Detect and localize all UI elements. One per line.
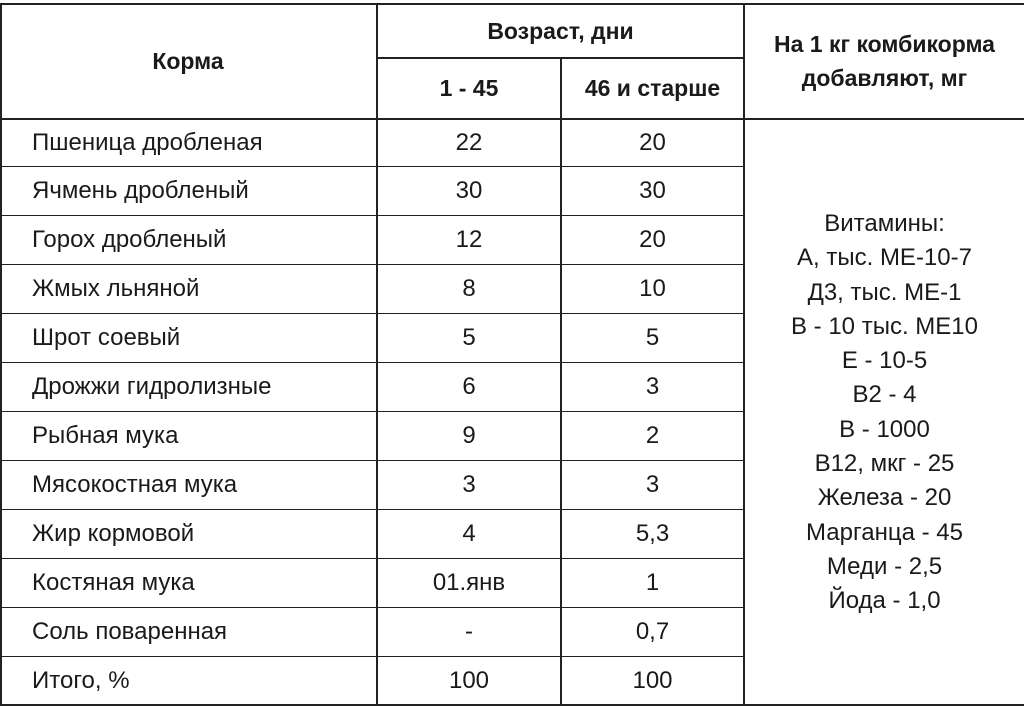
mineral-item: Меди - 2,5 [826,552,943,580]
vitamin-item: Д3, тыс. МЕ-1 [807,278,962,306]
total-age-46-plus: 100 [632,666,673,694]
feed-name: Дрожжи гидролизные [32,373,272,400]
value-age-1-45: 9 [462,422,476,449]
value-age-1-45: 8 [462,275,476,302]
feed-name: Ячмень дробленый [32,177,249,204]
vitamin-item: В2 - 4 [852,381,917,409]
value-age-1-45: 12 [455,226,483,253]
value-age-46-plus: 1 [645,569,660,596]
value-age-1-45: 30 [455,177,483,204]
total-label: Итого, % [32,666,130,694]
value-age-1-45: 3 [462,471,476,498]
value-age-46-plus: 3 [645,471,660,498]
value-age-46-plus: 5,3 [635,520,670,547]
value-age-46-plus: 0,7 [635,618,670,645]
vitamin-item: А, тыс. МЕ-10-7 [797,244,972,272]
feed-name: Шрот соевый [32,324,181,351]
value-age-1-45: 22 [455,129,483,156]
value-age-1-45: 6 [462,373,476,400]
value-age-46-plus: 5 [645,324,660,351]
value-age-46-plus: 3 [645,373,660,400]
value-age-1-45: 01.янв [432,569,506,596]
header-feeds: Корма [152,47,224,74]
header-additives-line2: добавляют, мг [801,65,968,91]
vitamins-list [745,207,1024,619]
vitamin-item: В12, мкг - 25 [814,450,955,478]
value-age-46-plus: 10 [639,275,666,302]
feed-name: Рыбная мука [32,422,179,449]
value-age-46-plus: 2 [645,422,660,449]
header-age-days: Возраст, дни [487,17,634,44]
header-age-col1: 1 - 45 [439,75,499,101]
vitamin-item: Е - 10-5 [841,347,928,375]
value-age-1-45: 5 [462,324,476,351]
vitamin-item: В - 10 тыс. МЕ10 [791,312,978,340]
mineral-item: Йода - 1,0 [828,587,941,615]
feed-name: Мясокостная мука [32,471,238,498]
feed-name: Жир кормовой [32,520,195,547]
value-age-46-plus: 30 [639,177,666,204]
total-age-1-45: 100 [448,666,490,694]
mineral-item: Железа - 20 [817,484,952,512]
vitamin-item: В - 1000 [839,415,930,443]
vitamins-heading: Витамины: [824,210,945,237]
feed-name: Горох дробленый [32,226,227,253]
mineral-item: Марганца - 45 [806,518,963,546]
header-additives [745,4,1024,118]
feed-name: Костяная мука [32,569,195,596]
feed-name: Жмых льняной [32,275,200,302]
value-age-46-plus: 20 [639,226,666,253]
feed-name: Соль поваренная [32,618,228,645]
header-additives-line1: На 1 кг комбикорма [774,31,995,57]
value-age-1-45: - [465,618,473,645]
feed-name: Пшеница дробленая [32,129,263,156]
header-age-col2: 46 и старше [584,75,721,101]
value-age-46-plus: 20 [639,129,666,156]
value-age-1-45: 4 [462,520,476,547]
